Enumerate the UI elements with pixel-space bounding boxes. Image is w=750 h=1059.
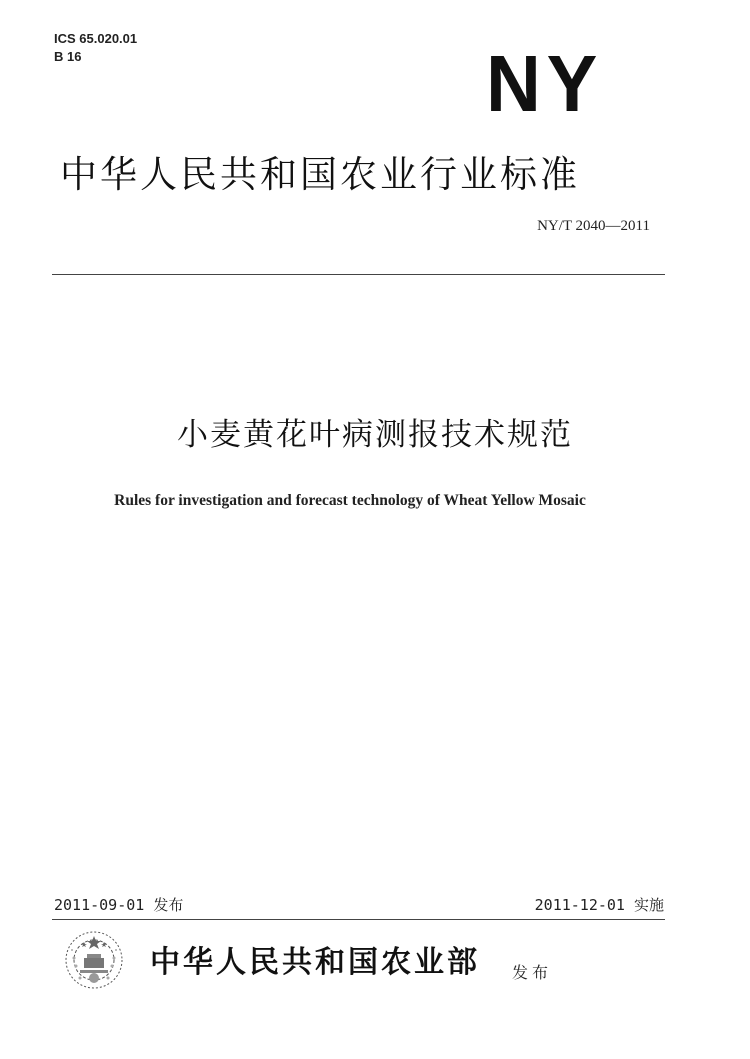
effective-date: 2011-12-01 实施	[534, 896, 664, 914]
top-divider	[52, 274, 665, 275]
issuing-label: 发布	[512, 963, 553, 982]
standard-category-title: 中华人民共和国农业行业标准	[60, 153, 580, 196]
ccs-number: B 16	[54, 49, 82, 64]
document-title-chinese: 小麦黄花叶病测报技术规范	[177, 417, 573, 453]
classification-block	[54, 30, 137, 66]
ics-number: ICS 65.020.01	[54, 31, 138, 46]
document-title-english: Rules for investigation and forecast technology of Wheat Yellow Mosaic	[114, 492, 586, 509]
issuing-authority: 中华人民共和国农业部	[150, 945, 480, 980]
national-emblem-icon	[62, 928, 126, 992]
bottom-divider	[52, 919, 665, 920]
ny-logo: NY	[486, 39, 603, 128]
publication-date: 2011-09-01 发布	[54, 896, 184, 914]
standard-code: NY/T 2040—2011	[537, 218, 650, 234]
